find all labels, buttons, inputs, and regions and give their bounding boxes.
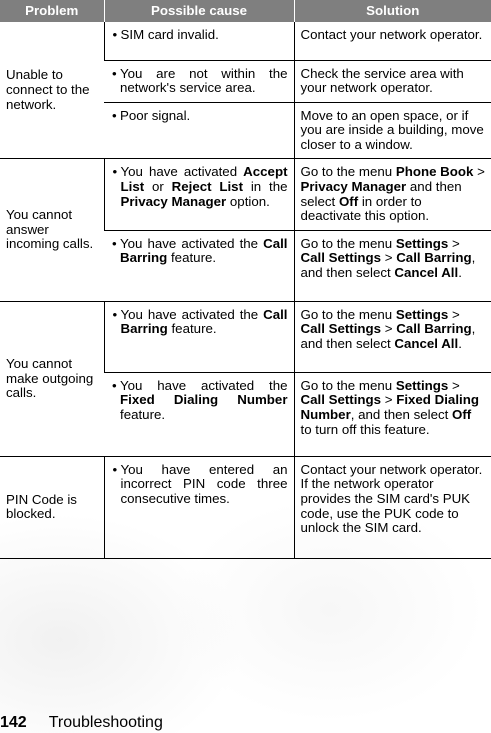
problem-cell: You cannot make outgoing calls. (0, 301, 104, 456)
text-segment: feature. (167, 321, 217, 337)
solution-cell (294, 60, 491, 102)
cause-cell (104, 230, 294, 301)
text-segment: > (448, 235, 460, 251)
text-segment: and then select (300, 179, 462, 209)
text-segment: feature. (167, 250, 217, 266)
bold-term: Settings (395, 377, 449, 393)
cause-bullet-item (113, 463, 288, 507)
bold-term: Settings (395, 306, 449, 322)
table-body (0, 22, 491, 558)
bold-term: Call Settings (300, 321, 382, 337)
header-solution: Solution (294, 0, 491, 22)
text-segment: Go to the menu (300, 235, 396, 251)
table-row (0, 456, 491, 558)
cause-bullet-item (112, 109, 288, 124)
bold-term: Off (452, 407, 472, 423)
text-segment: to turn off this feature. (300, 421, 430, 437)
cause-cell (104, 102, 294, 159)
table-row (0, 22, 491, 60)
problem-cell: You cannot answer incoming calls. (0, 159, 104, 301)
bold-term: Call Barring (396, 250, 472, 266)
bold-term: Cancel All (394, 336, 459, 352)
bold-term: Accept List (120, 164, 288, 195)
cause-cell (104, 22, 294, 60)
cause-cell (104, 159, 294, 230)
bold-term: Off (338, 193, 359, 209)
text-segment: You have activated (120, 164, 244, 180)
text-segment: , and then select (350, 407, 453, 423)
table-header-row (0, 0, 491, 22)
table-row (0, 301, 491, 372)
section-title: Troubleshooting (48, 714, 163, 731)
cause-bullet-item (113, 165, 288, 209)
problem-cell: PIN Code is blocked. (0, 456, 104, 558)
text-segment: > (381, 250, 397, 266)
text-segment: . (458, 265, 462, 281)
header-possible-cause: Possible cause (104, 0, 294, 22)
cause-cell (104, 301, 294, 372)
cause-bullet-item (112, 237, 288, 266)
bold-term: Call Settings (300, 250, 382, 266)
text-segment: > (448, 377, 460, 393)
bold-term: Call Settings (300, 392, 382, 408)
cause-cell (104, 456, 294, 558)
cause-bullet-item (113, 28, 288, 43)
text-segment: in order to deactivate this option. (300, 193, 430, 224)
cause-bullet-item (112, 379, 288, 423)
text-segment: Move to an open space, or if you are inside a building, move closer to a window. (300, 107, 484, 152)
text-segment: Go to the menu (300, 164, 396, 180)
bold-term: Settings (395, 235, 449, 251)
cause-bullet-item (113, 308, 288, 337)
bold-term: Privacy Manager (300, 179, 407, 195)
text-segment: Contact your network operator. (300, 27, 483, 42)
solution-cell (294, 372, 491, 456)
bold-term: Fixed Dialing Number (300, 392, 479, 423)
text-segment: , and then select (300, 321, 476, 352)
text-segment: Check the service area with your network operator. (300, 65, 464, 96)
table-row (0, 159, 491, 230)
text-segment: You have activated the (120, 377, 288, 393)
problem-cell: Unable to connect to the network. (0, 22, 104, 159)
bold-term: Call Barring (396, 321, 472, 337)
cause-bullet-item (112, 67, 288, 96)
text-segment: or (144, 179, 172, 195)
text-segment: > (381, 321, 397, 337)
solution-cell (294, 301, 491, 372)
text-segment: > (473, 164, 485, 180)
bold-term: Call Barring (120, 235, 288, 266)
text-segment: You have activated the (120, 235, 264, 251)
text-segment: You have entered an incorrect PIN code three consecutive times. (120, 461, 288, 507)
text-segment: feature. (120, 407, 166, 423)
text-segment: Contact your network operator. If the network operator provides the SIM card's PUK code, use the PUK code to unlock the SIM card. (300, 461, 483, 536)
text-segment: You have activated the (120, 306, 264, 322)
bold-term: Fixed Dialing Number (120, 392, 288, 408)
bold-term: Privacy Manager (120, 193, 227, 209)
text-segment: > (448, 306, 460, 322)
text-segment: Go to the menu (300, 377, 396, 393)
cause-cell (104, 60, 294, 102)
text-segment: Poor signal. (120, 107, 191, 123)
bold-term: Phone Book (395, 164, 474, 180)
cause-cell (104, 372, 294, 456)
text-segment: , and then select (300, 250, 476, 281)
solution-cell (294, 102, 491, 159)
text-segment: SIM card invalid. (120, 27, 219, 42)
text-segment: . (458, 336, 462, 352)
text-segment: option. (226, 193, 270, 209)
text-segment: in the (243, 179, 288, 195)
page-number: 142 (0, 714, 27, 731)
solution-cell (294, 159, 491, 230)
solution-cell (294, 22, 491, 60)
header-problem: Problem (0, 0, 104, 22)
text-segment: Go to the menu (300, 306, 396, 322)
text-segment: > (381, 392, 397, 408)
solution-cell (294, 456, 491, 558)
bold-term: Cancel All (394, 265, 459, 281)
text-segment: You are not within the network's service area. (120, 65, 288, 96)
solution-cell (294, 230, 491, 301)
bold-term: Reject List (171, 179, 244, 195)
bold-term: Call Barring (120, 306, 288, 337)
page-footer (0, 713, 163, 733)
